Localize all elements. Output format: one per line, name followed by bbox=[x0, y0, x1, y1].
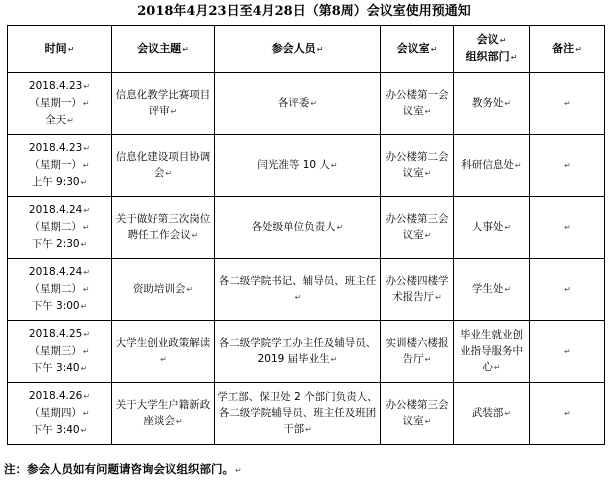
cell-room: 办公楼四楼学术报告厅↵ bbox=[381, 259, 454, 321]
table-row bbox=[8, 73, 605, 135]
cell-attendees: 学工部、保卫处 2 个部门负责人、各二级学院辅导员、班主任及班团干部↵ bbox=[215, 383, 381, 445]
cell-remark bbox=[530, 135, 605, 197]
paragraph-mark: ↵ bbox=[514, 161, 522, 170]
cell-attendees: 各二级学院书记、辅导员、班主任↵ bbox=[215, 259, 381, 321]
paragraph-mark: ↵ bbox=[82, 223, 90, 232]
paragraph-mark: ↵ bbox=[564, 409, 571, 418]
document-title: 2018年4月23日至4月28日（第8周）会议室使用预通知 bbox=[137, 4, 471, 19]
paragraph-mark: ↵ bbox=[82, 161, 90, 170]
paragraph-mark: ↵ bbox=[83, 144, 91, 153]
cell-topic: 关于做好第三次岗位聘任工作会议↵ bbox=[112, 197, 215, 259]
paragraph-mark: ↵ bbox=[80, 240, 88, 249]
cell-room: 办公楼第三会议室↵ bbox=[381, 197, 454, 259]
paragraph-mark: ↵ bbox=[424, 417, 432, 426]
paragraph-mark: ↵ bbox=[564, 223, 571, 232]
paragraph-mark: ↵ bbox=[83, 206, 91, 215]
paragraph-mark: ↵ bbox=[82, 285, 90, 294]
cell-organizer: 人事处↵ bbox=[454, 197, 530, 259]
cell-topic: 信息化教学比赛项目评审↵ bbox=[112, 73, 215, 135]
paragraph-mark: ↵ bbox=[330, 161, 338, 170]
paragraph-mark: ↵ bbox=[305, 425, 312, 434]
cell-topic: 信息化建设项目协调会↵ bbox=[112, 135, 215, 197]
paragraph-mark: ↵ bbox=[493, 363, 501, 372]
cell-time: 2018.4.25↵ （星期三）↵ 下午 3:40↵ bbox=[8, 321, 112, 383]
paragraph-mark: ↵ bbox=[424, 231, 432, 240]
table-header-row bbox=[8, 26, 605, 73]
cell-remark bbox=[530, 197, 605, 259]
paragraph-mark: ↵ bbox=[186, 285, 194, 294]
cell-remark bbox=[530, 259, 605, 321]
paragraph-mark: ↵ bbox=[336, 223, 344, 232]
paragraph-mark: ↵ bbox=[294, 293, 302, 302]
paragraph-mark: ↵ bbox=[83, 392, 91, 401]
header-topic: 会议主题↵ bbox=[112, 26, 215, 73]
cell-organizer: 学生处↵ bbox=[454, 259, 530, 321]
cell-time: 2018.4.24↵ （星期二）↵ 下午 3:00↵ bbox=[8, 259, 112, 321]
paragraph-mark: ↵ bbox=[575, 44, 582, 54]
table-row bbox=[8, 259, 605, 321]
paragraph-mark: ↵ bbox=[564, 99, 571, 108]
paragraph-mark: ↵ bbox=[499, 36, 507, 45]
cell-organizer: 毕业生就业创业指导服务中心↵ bbox=[454, 321, 530, 383]
cell-attendees: 各评委↵ bbox=[215, 73, 381, 135]
paragraph-mark: ↵ bbox=[424, 107, 432, 116]
footer-note: 注：参会人员如有问题请咨询会议组织部门。↵ bbox=[4, 462, 242, 476]
paragraph-mark: ↵ bbox=[510, 53, 518, 62]
cell-room: 实训楼六楼报告厅↵ bbox=[381, 321, 454, 383]
cell-room: 办公楼第三会议室↵ bbox=[381, 383, 454, 445]
paragraph-mark: ↵ bbox=[435, 293, 442, 302]
cell-room: 办公楼第二会议室↵ bbox=[381, 135, 454, 197]
header-attendees: 参会人员↵ bbox=[215, 26, 381, 73]
paragraph-mark: ↵ bbox=[504, 223, 512, 232]
cell-room: 办公楼第一会议室↵ bbox=[381, 73, 454, 135]
paragraph-mark: ↵ bbox=[67, 44, 75, 54]
header-room: 会议室↵ bbox=[381, 26, 454, 73]
cell-remark bbox=[530, 383, 605, 445]
cell-time: 2018.4.23↵ （星期一）↵ 全天↵ bbox=[8, 73, 112, 135]
cell-organizer: 武装部↵ bbox=[454, 383, 530, 445]
paragraph-mark: ↵ bbox=[175, 417, 183, 426]
paragraph-mark: ↵ bbox=[67, 116, 74, 125]
table-row bbox=[8, 197, 605, 259]
header-organizer: 会议↵ 组织部门↵ bbox=[454, 26, 530, 73]
paragraph-mark: ↵ bbox=[83, 330, 91, 339]
paragraph-mark: ↵ bbox=[80, 364, 88, 373]
cell-time: 2018.4.23↵ （星期一）↵ 上午 9:30↵ bbox=[8, 135, 112, 197]
cell-attendees: 各二级学院学工办主任及辅导员、2019 届毕业生↵ bbox=[215, 321, 381, 383]
paragraph-mark: ↵ bbox=[80, 178, 88, 187]
cell-time: 2018.4.26↵ （星期四）↵ 下午 3:40↵ bbox=[8, 383, 112, 445]
paragraph-mark: ↵ bbox=[82, 409, 90, 418]
cell-remark bbox=[530, 73, 605, 135]
header-time: 时间↵ bbox=[8, 26, 112, 73]
cell-remark bbox=[530, 321, 605, 383]
paragraph-mark: ↵ bbox=[316, 44, 324, 54]
paragraph-mark: ↵ bbox=[170, 107, 178, 116]
cell-time: 2018.4.24↵ （星期二）↵ 下午 2:30↵ bbox=[8, 197, 112, 259]
paragraph-mark: ↵ bbox=[165, 169, 173, 178]
cell-topic: 大学生创业政策解读↵ bbox=[112, 321, 215, 383]
cell-topic: 关于大学生户籍新政座谈会↵ bbox=[112, 383, 215, 445]
paragraph-mark: ↵ bbox=[564, 347, 571, 356]
paragraph-mark: ↵ bbox=[504, 99, 512, 108]
paragraph-mark: ↵ bbox=[504, 285, 512, 294]
paragraph-mark: ↵ bbox=[424, 169, 432, 178]
cell-organizer: 科研信息处↵ bbox=[454, 135, 530, 197]
table-row bbox=[8, 321, 605, 383]
table-row bbox=[8, 383, 605, 445]
paragraph-mark: ↵ bbox=[83, 82, 91, 91]
paragraph-mark: ↵ bbox=[235, 466, 242, 475]
cell-attendees: 各处级单位负责人↵ bbox=[215, 197, 381, 259]
paragraph-mark: ↵ bbox=[564, 285, 571, 294]
header-remark: 备注↵ bbox=[530, 26, 605, 73]
paragraph-mark: ↵ bbox=[80, 426, 88, 435]
meeting-room-table bbox=[7, 25, 605, 445]
paragraph-mark: ↵ bbox=[504, 409, 512, 418]
paragraph-mark: ↵ bbox=[424, 355, 432, 364]
paragraph-mark: ↵ bbox=[80, 302, 88, 311]
paragraph-mark: ↵ bbox=[182, 44, 189, 54]
paragraph-mark: ↵ bbox=[191, 231, 199, 240]
paragraph-mark: ↵ bbox=[160, 355, 167, 364]
table-row bbox=[8, 135, 605, 197]
paragraph-mark: ↵ bbox=[430, 44, 438, 54]
paragraph-mark: ↵ bbox=[330, 355, 338, 364]
paragraph-mark: ↵ bbox=[564, 161, 571, 170]
paragraph-mark: ↵ bbox=[82, 347, 90, 356]
cell-attendees: 闫光准等 10 人↵ bbox=[215, 135, 381, 197]
cell-organizer: 教务处↵ bbox=[454, 73, 530, 135]
paragraph-mark: ↵ bbox=[310, 99, 318, 108]
paragraph-mark: ↵ bbox=[83, 268, 91, 277]
cell-topic: 资助培训会↵ bbox=[112, 259, 215, 321]
paragraph-mark: ↵ bbox=[82, 99, 90, 108]
